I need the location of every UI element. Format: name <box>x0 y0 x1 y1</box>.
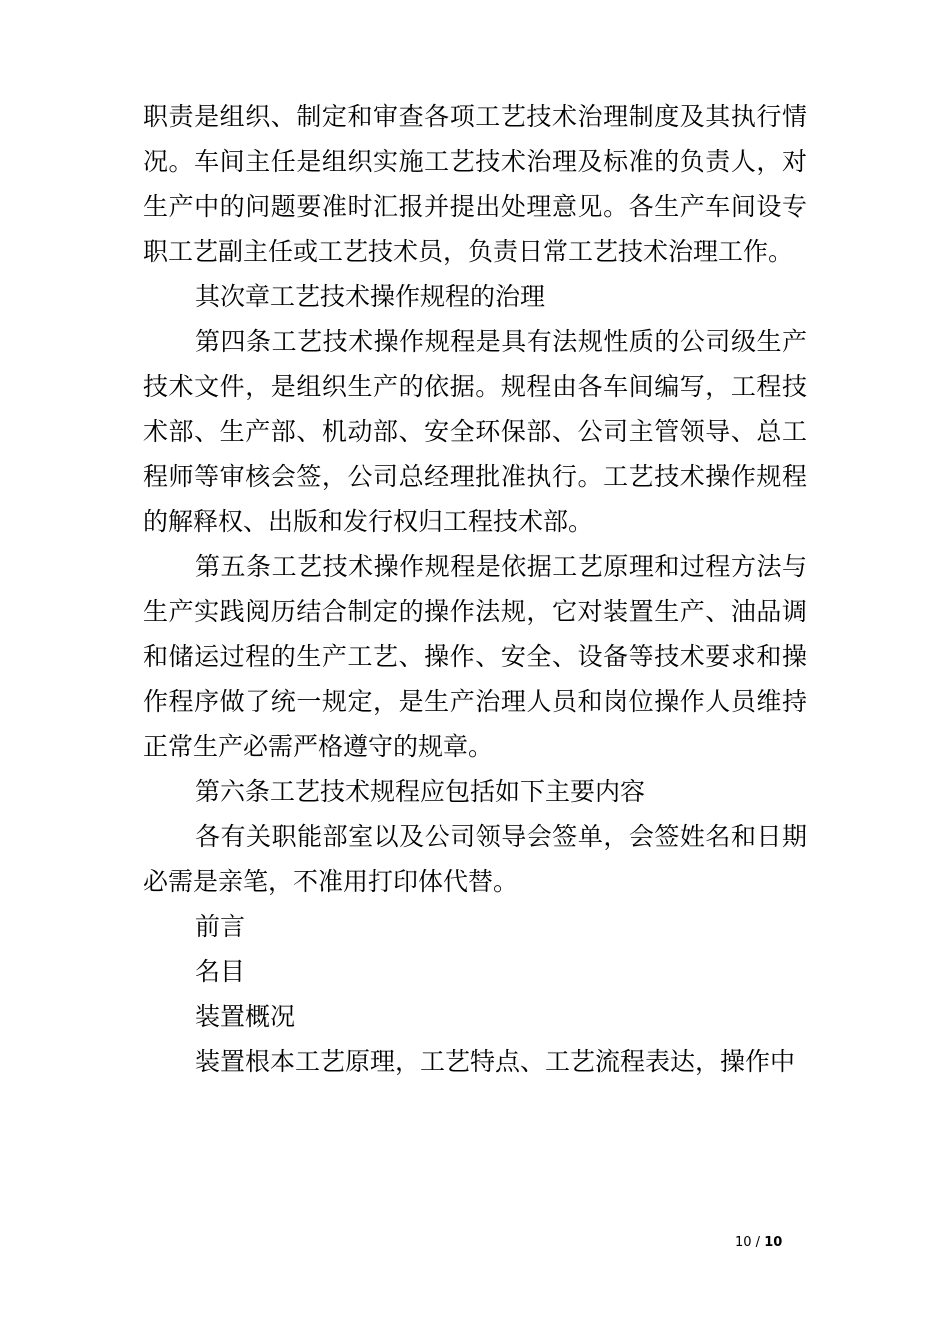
paragraph-signoff: 各有关职能部室以及公司领导会签单，会签姓名和日期必需是亲笔，不准用打印体代替。 <box>143 822 807 896</box>
document-body <box>143 94 807 1084</box>
chapter-heading: 其次章工艺技术操作规程的治理 <box>195 282 546 311</box>
page-current: 10 <box>735 1235 752 1250</box>
paragraph-principles: 装置根本工艺原理，工艺特点、工艺流程表达，操作中 <box>195 1047 796 1076</box>
list-item-overview: 装置概况 <box>195 1002 296 1031</box>
paragraph-article-5: 第五条工艺技术操作规程是依据工艺原理和过程方法与生产实践阅历结合制定的操作法规，它对装置生产、油品调和储运过程的生产工艺、操作、安全、设备等技术要求和操作程序做了统一规定，是生产治理人员和岗位操作人员维持正常生产必需严格遵守的规章。 <box>143 552 807 761</box>
list-item-preface: 前言 <box>195 912 246 941</box>
page-separator: / <box>751 1235 765 1250</box>
list-item-contents: 名目 <box>195 957 246 986</box>
page-number <box>735 1235 782 1251</box>
page-total: 10 <box>764 1235 783 1250</box>
paragraph-continuation: 职责是组织、制定和审查各项工艺技术治理制度及其执行情况。车间主任是组织实施工艺技术治理及标准的负责人，对生产中的问题要准时汇报并提出处理意见。各生产车间设专职工艺副主任或工艺技术员，负责日常工艺技术治理工作。 <box>143 102 807 266</box>
paragraph-article-4: 第四条工艺技术操作规程是具有法规性质的公司级生产技术文件，是组织生产的依据。规程由各车间编写，工程技术部、生产部、机动部、安全环保部、公司主管领导、总工程师等审核会签，公司总经理批准执行。工艺技术操作规程的解释权、出版和发行权归工程技术部。 <box>143 327 807 536</box>
paragraph-article-6: 第六条工艺技术规程应包括如下主要内容 <box>195 777 646 806</box>
